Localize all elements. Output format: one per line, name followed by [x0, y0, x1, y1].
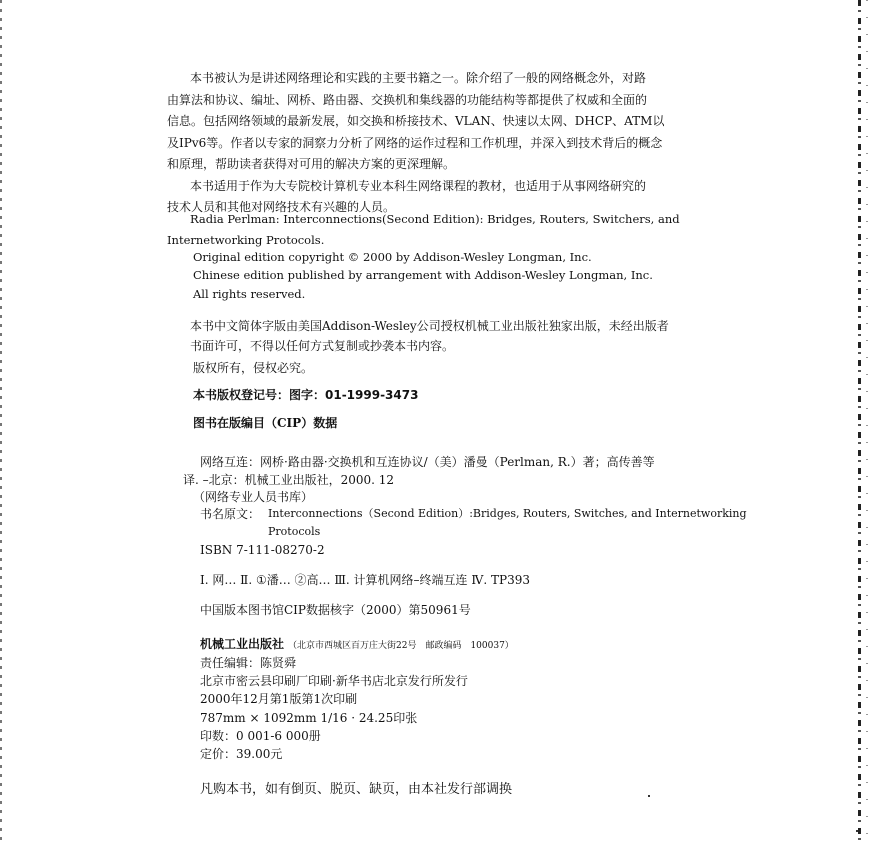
scan-edge-right: [858, 0, 861, 842]
intro-para2-line1: 本书适用于作为大专院校计算机专业本科生网络课程的教材，也适用于从事网络研究的: [190, 179, 647, 193]
cip-original-title-line2: Protocols: [268, 525, 321, 538]
intro-para1-line4: 及IPv6等。作者以专家的洞察力分析了网络的运作过程和工作机理，并深入到技术背后的概念: [167, 136, 663, 150]
intro-para1-line1: 本书被认为是讲述网络理论和实践的主要书籍之一。除介绍了一般的网络概念外，对路: [190, 71, 647, 85]
copyright-title-line2: Internetworking Protocols.: [167, 233, 325, 247]
publisher-printing: 北京市密云县印刷厂印刷·新华书店北京发行所发行: [200, 674, 468, 688]
cip-core-number: 中国版本图书馆CIP数据核字（2000）第50961号: [200, 603, 471, 617]
scan-speckle-column: [866, 0, 868, 842]
cip-line2: 译. –北京：机械工业出版社，2000. 12: [183, 473, 395, 487]
cip-line1: 网络互连：网桥·路由器·交换机和互连协议/（美）潘曼（Perlman, R.）著；高传善等: [200, 455, 655, 469]
cip-isbn: ISBN 7-111-08270-2: [200, 543, 325, 557]
publisher-edition: 2000年12月第1版第1次印刷: [200, 692, 358, 706]
scan-speck: [856, 830, 858, 832]
intro-para2-line2: 技术人员和其他对网络技术有兴趣的人员。: [167, 200, 396, 214]
publisher-editor: 责任编辑：陈贤舜: [200, 656, 297, 670]
intro-para1-line5: 和原理，帮助读者获得对可用的解决方案的更深理解。: [167, 157, 456, 171]
cip-original-title-line1: Interconnections（Second Edition）:Bridges, Routers, Switches, and Internetworking: [268, 507, 747, 520]
publisher-price: 定价：39.00元: [200, 747, 283, 761]
scan-edge-left: [0, 0, 2, 842]
registration-number: 本书版权登记号：图字：01-1999-3473: [193, 388, 419, 402]
return-notice: 凡购本书，如有倒页、脱页、缺页，由本社发行部调换: [200, 782, 513, 797]
scan-speck: [648, 795, 650, 797]
copyright-chinese: Chinese edition published by arrangement with Addison-Wesley Longman, Inc.: [193, 268, 653, 282]
copyright-rights: All rights reserved.: [193, 287, 306, 301]
license-reserved: 版权所有，侵权必究。: [193, 361, 314, 375]
publisher-print-run: 印数：0 001-6 000册: [200, 729, 321, 743]
cip-classification: Ⅰ. 网… Ⅱ. ①潘… ②高… Ⅲ. 计算机网络–终端互连 Ⅳ. TP393: [200, 573, 530, 587]
copyright-original: Original edition copyright © 2000 by Addison-Wesley Longman, Inc.: [193, 250, 592, 264]
intro-para1-line3: 信息。包括网络领域的最新发展，如交换和桥接技术、VLAN、快速以太网、DHCP、ATM以: [167, 114, 665, 128]
intro-para1-line2: 由算法和协议、编址、网桥、路由器、交换机和集线器的功能结构等都提供了权威和全面的: [167, 93, 648, 107]
copyright-title-line1: Radia Perlman: Interconnections(Second Edition): Bridges, Routers, Switchers, and: [190, 212, 680, 226]
publisher-format: 787mm × 1092mm 1/16 · 24.25印张: [200, 711, 418, 725]
publisher-name: 机械工业出版社: [200, 637, 285, 651]
cip-original-label: 书名原文：: [200, 507, 261, 521]
license-line1: 本书中文简体字版由美国Addison-Wesley公司授权机械工业出版社独家出版，未经出版者: [190, 319, 669, 333]
cip-series: （网络专业人员书库）: [193, 490, 314, 504]
license-line2: 书面许可，不得以任何方式复制或抄袭本书内容。: [190, 339, 455, 353]
publisher-address: （北京市西城区百万庄大街22号 邮政编码 100037）: [288, 641, 514, 651]
cip-heading: 图书在版编目（CIP）数据: [193, 416, 338, 430]
